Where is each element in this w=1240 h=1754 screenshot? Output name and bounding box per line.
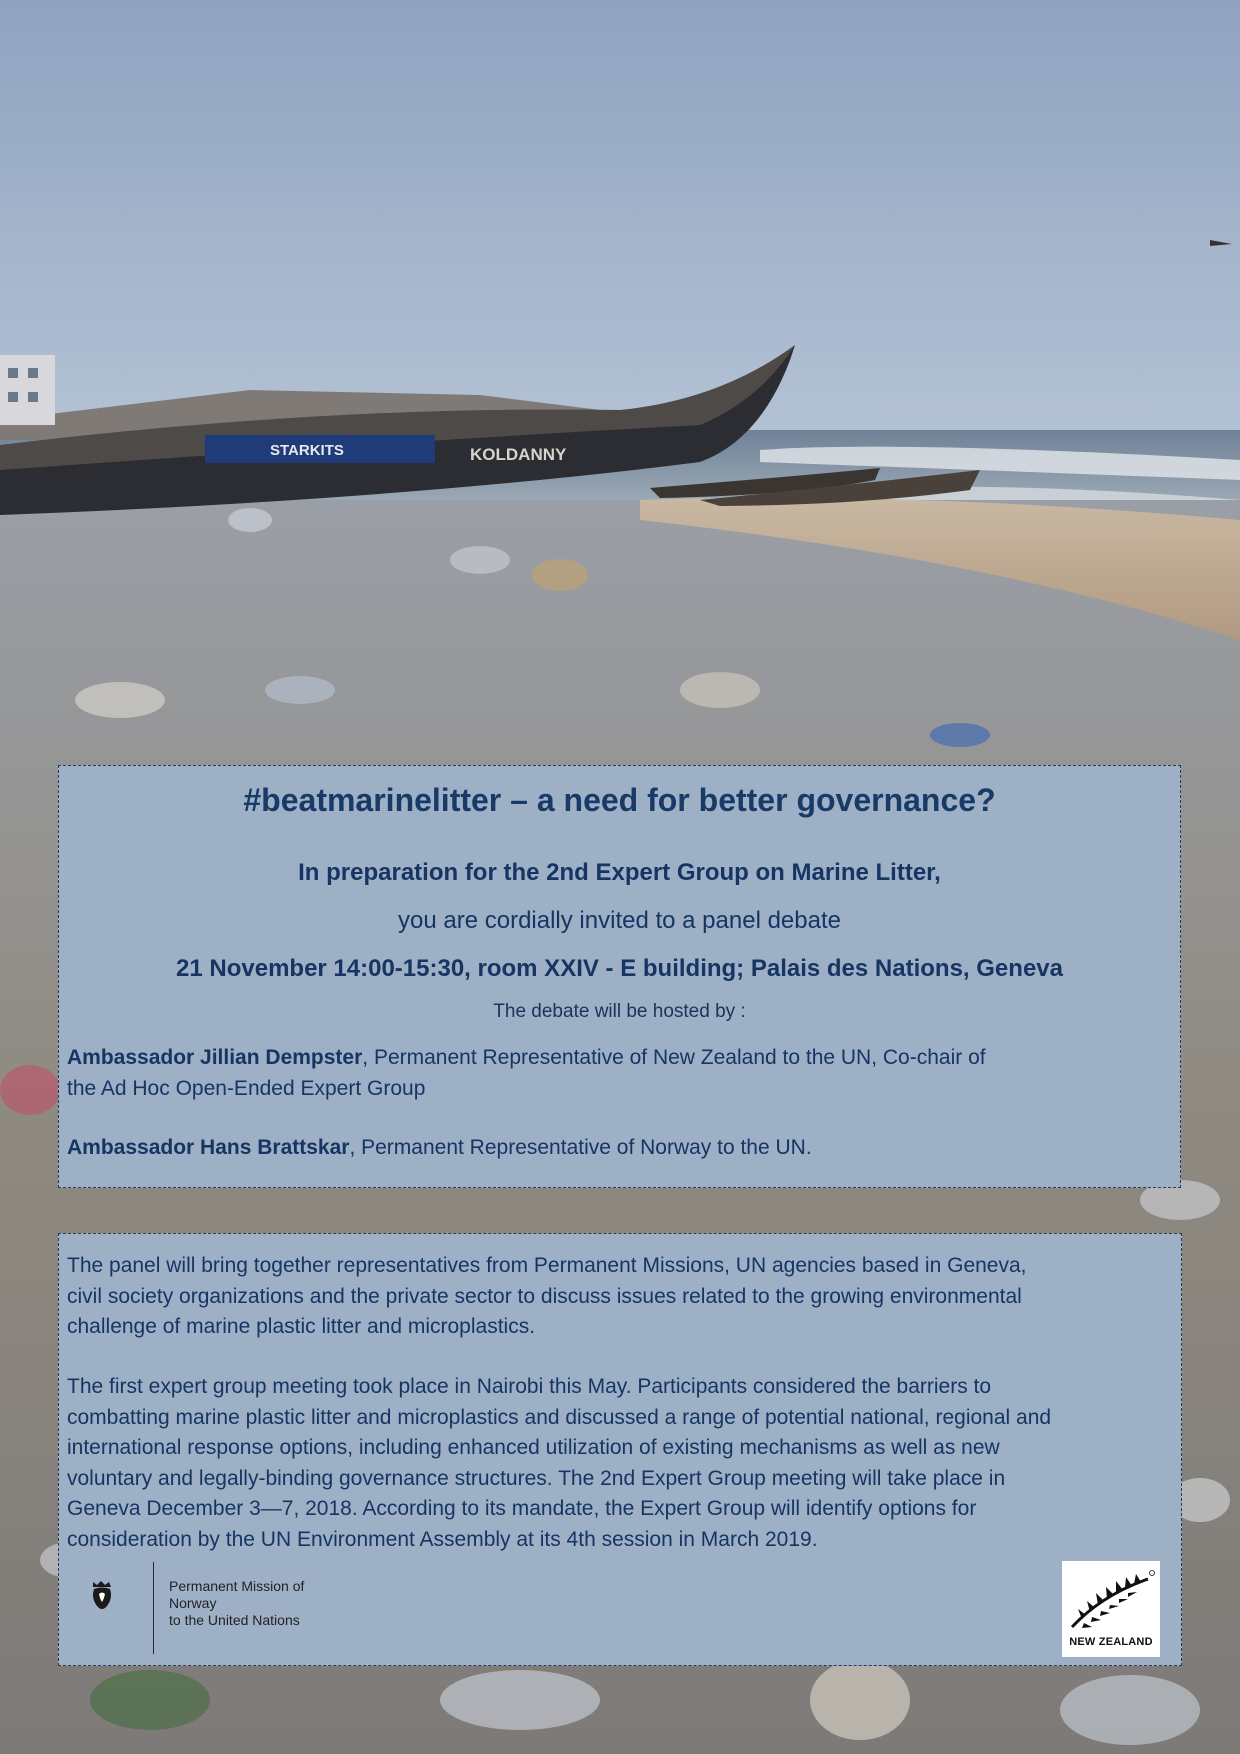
paragraph-line: combatting marine plastic litter and microplastics and discussed a range of potential national, regional and bbox=[67, 1405, 1052, 1429]
paragraph-line: consideration by the UN Environment Assembly at its 4th session in March 2019. bbox=[67, 1527, 818, 1551]
boat-name-1: STARKITS bbox=[270, 442, 344, 459]
paragraph-line: voluntary and legally-binding governance structures. The 2nd Expert Group meeting will take place in bbox=[67, 1466, 1006, 1490]
paragraph-line: The panel will bring together representatives from Permanent Missions, UN agencies based in Geneva, bbox=[67, 1254, 1027, 1277]
host-2 bbox=[67, 1132, 1070, 1163]
norway-mission-logo bbox=[85, 1562, 335, 1662]
host-1-name: Ambassador Jillian Dempster bbox=[67, 1046, 363, 1069]
host-2-role: , Permanent Representative of Norway to the UN. bbox=[349, 1136, 812, 1159]
description-panel bbox=[58, 1233, 1182, 1666]
norway-mission-line-1: Permanent Mission of Norway bbox=[169, 1578, 305, 1611]
hosted-by-label: The debate will be hosted by : bbox=[493, 1001, 746, 1022]
host-2-name: Ambassador Hans Brattskar bbox=[67, 1136, 350, 1159]
paragraph-line: Geneva December 3—7, 2018. According to its mandate, the Expert Group will identify options for bbox=[67, 1497, 977, 1520]
silver-fern-icon bbox=[1062, 1565, 1160, 1635]
host-1-role: , Permanent Representative of New Zealand to the UN, Co-chair of bbox=[362, 1046, 986, 1069]
norway-lion-crest-icon bbox=[85, 1578, 119, 1614]
invitation-panel bbox=[58, 765, 1181, 1188]
new-zealand-logo bbox=[1062, 1561, 1160, 1657]
description-paragraph-2 bbox=[67, 1372, 1161, 1555]
event-title: #beatmarinelitter – a need for better governance? bbox=[243, 782, 996, 818]
norway-mission-line-2: to the United Nations bbox=[169, 1612, 300, 1628]
host-1 bbox=[67, 1042, 1070, 1104]
description-paragraph-1 bbox=[67, 1251, 1161, 1343]
paragraph-line: challenge of marine plastic litter and microplastics. bbox=[67, 1315, 536, 1338]
event-datetime-location: 21 November 14:00-15:30, room XXIV - E building; Palais des Nations, Geneva bbox=[176, 955, 1063, 982]
paragraph-line: The first expert group meeting took place in Nairobi this May. Participants considered the barriers to bbox=[67, 1375, 992, 1398]
paragraph-line: civil society organizations and the private sector to discuss issues related to the growing environmental bbox=[67, 1284, 1022, 1308]
intro-line: In preparation for the 2nd Expert Group on Marine Litter, bbox=[298, 859, 941, 886]
boat-name-2: KOLDANNY bbox=[470, 445, 567, 464]
host-1-role-cont: the Ad Hoc Open-Ended Expert Group bbox=[67, 1077, 426, 1100]
logo-divider bbox=[153, 1562, 154, 1654]
new-zealand-wordmark: NEW ZEALAND bbox=[1069, 1636, 1153, 1648]
norway-mission-name bbox=[169, 1578, 335, 1629]
paragraph-line: international response options, including enhanced utilization of existing mechanisms as well as new bbox=[67, 1436, 1000, 1459]
invite-line: you are cordially invited to a panel debate bbox=[398, 907, 841, 934]
